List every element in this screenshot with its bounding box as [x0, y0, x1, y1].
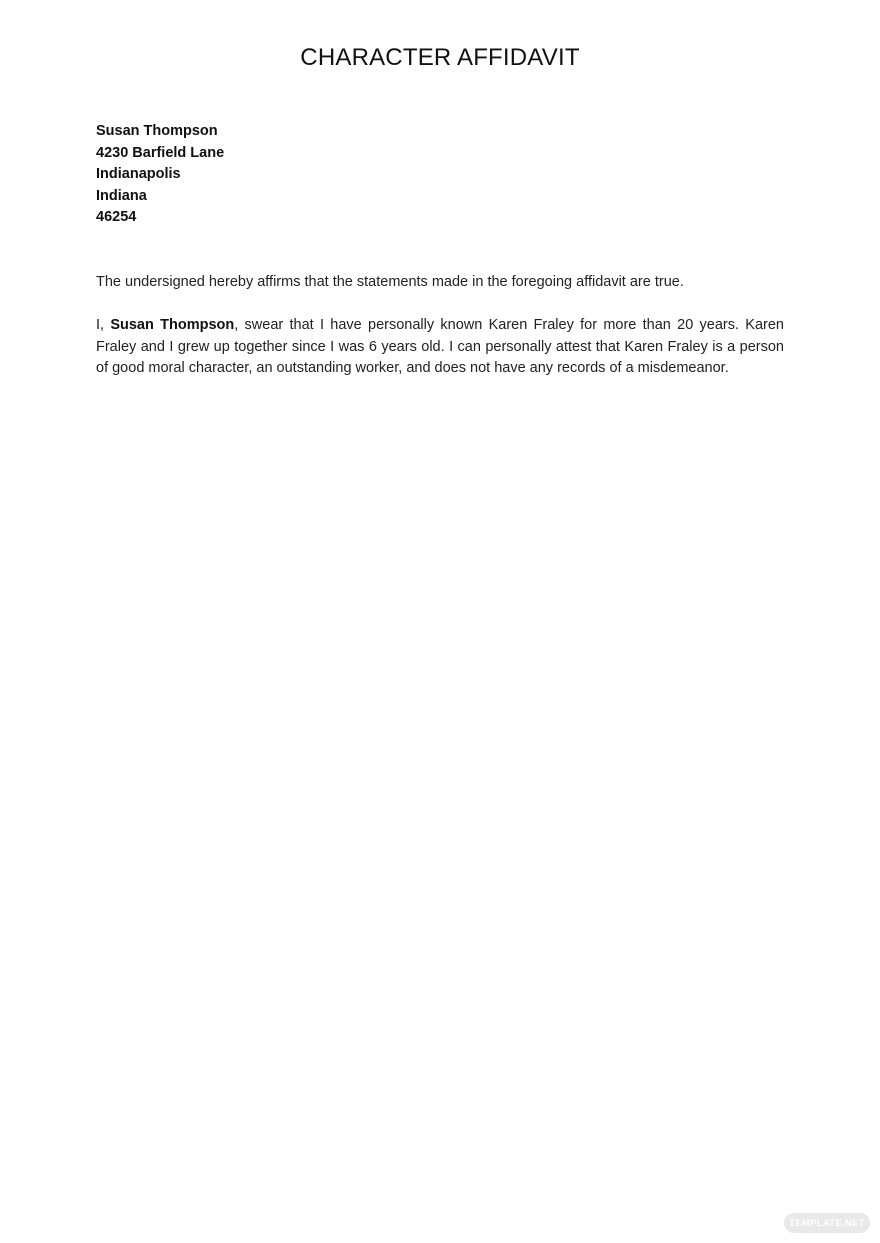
affiant-address-block: [96, 121, 224, 229]
sworn-statement-prefix: I,: [96, 317, 111, 333]
template-watermark: TEMPLATE.NET: [784, 1213, 870, 1233]
sworn-statement-paragraph: [96, 315, 784, 380]
affiant-city: Indianapolis: [96, 166, 181, 182]
sworn-statement-body: , swear that I have personally known Karen Fraley for more than 20 years. Karen Fraley and I grew up together since I was 6 years old. I can personally attest that Karen Fraley is a person of good moral character, an outstanding worker, and does not have any records of a misdemeanor.: [96, 317, 784, 376]
affirmation-paragraph: The undersigned hereby affirms that the statements made in the foregoing affidavit are true.: [96, 274, 684, 290]
affiant-state: Indiana: [96, 187, 147, 204]
document-title: CHARACTER AFFIDAVIT: [300, 44, 580, 71]
affiant-zip: 46254: [96, 209, 137, 225]
sworn-statement-name: Susan Thompson: [110, 317, 235, 333]
affiant-name: Susan Thompson: [96, 123, 218, 139]
affiant-street: 4230 Barfield Lane: [96, 144, 225, 161]
